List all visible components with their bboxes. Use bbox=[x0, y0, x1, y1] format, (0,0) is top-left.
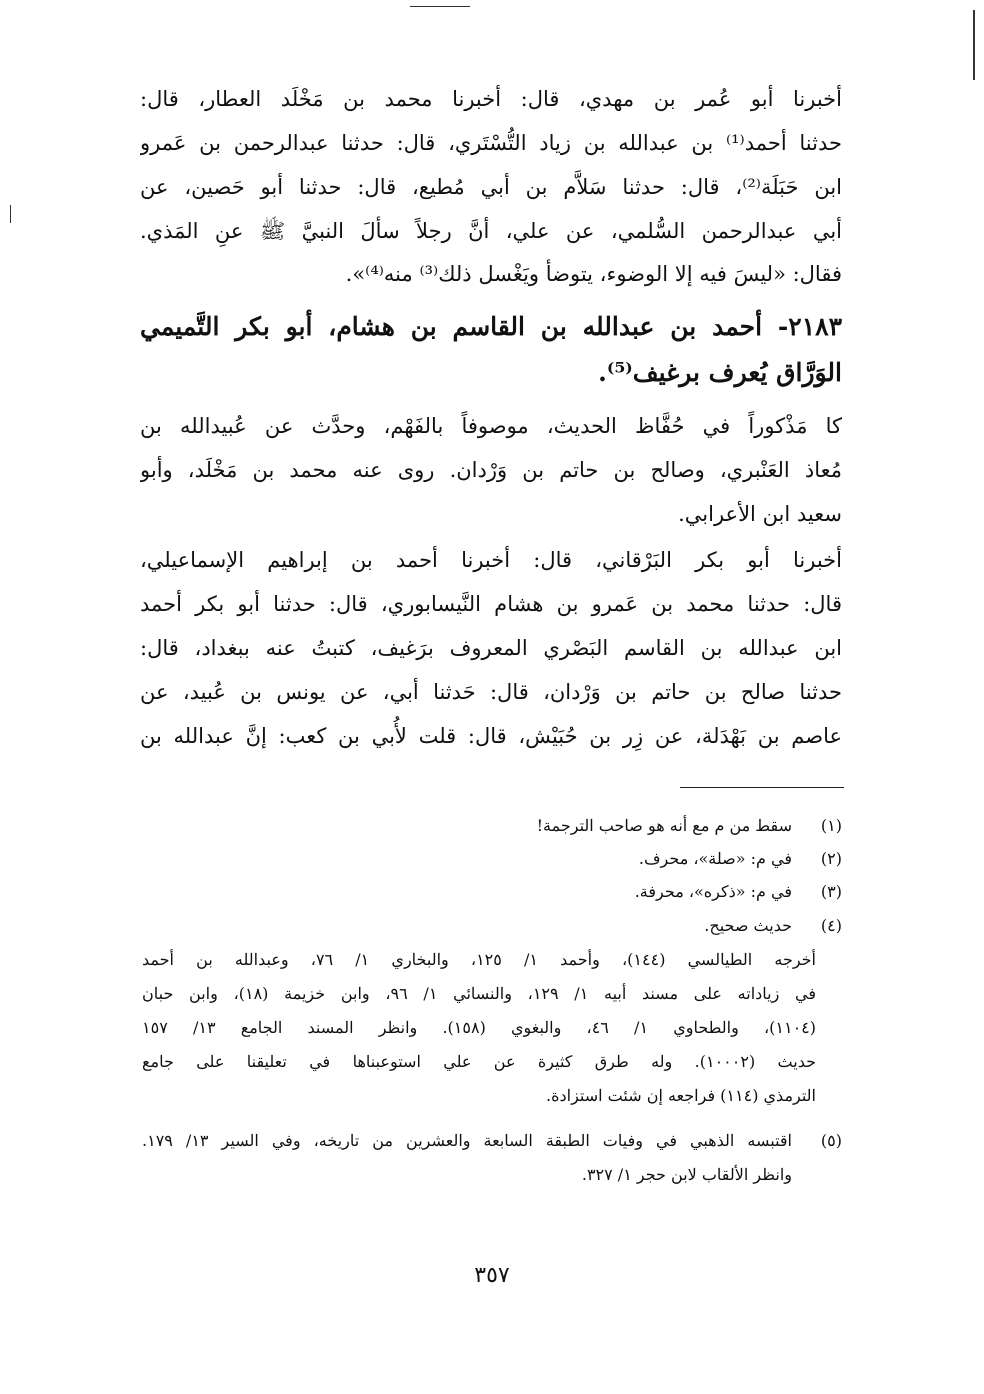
entry-heading: الوَرَّاق يُعرف برغيف⁽⁵⁾. bbox=[598, 358, 842, 387]
body-line: ابن حَبَلَة⁽²⁾، قال: حدثنا سَلاَّم بن أبي مُطيع، قال: حدثنا أبو حَصين، عن bbox=[140, 175, 842, 199]
footnote-text: وانظر الألقاب لابن حجر ١/ ٣٢٧. bbox=[581, 1165, 792, 1184]
scan-edge-mark-left bbox=[10, 205, 11, 223]
footnote bbox=[0, 911, 984, 941]
bio-line: كا مَذْكوراً في حُفَّاظ الحديث، موصوفاً بالفَهْم، وحدَّث عن عُبيدالله بن bbox=[140, 414, 842, 438]
isnad-line: حدثنا صالح بن حاتم بن وَرْدان، قال: حَدثنا أبي، عن يونس بن عُبيد، عن bbox=[140, 680, 842, 704]
body-line: حدثنا أحمد⁽¹⁾ بن عبدالله بن زياد التُّسْتَري، قال: حدثنا عبدالرحمن بن عَمرو bbox=[140, 131, 842, 155]
footnote-text: في م: «صلة»، محرف. bbox=[638, 849, 792, 868]
isnad-line: قال: حدثنا محمد بن عَمرو بن هشام النَّيسابوري، قال: حدثنا أبو بكر أحمد bbox=[140, 592, 842, 616]
footnote-number: (١) bbox=[820, 816, 842, 835]
footnote-text: سقط من م مع أنه هو صاحب الترجمة! bbox=[536, 816, 792, 835]
body-line: أبي عبدالرحمن السُّلمي، عن علي، أنَّ رجلاً سألَ النبيَّ ﷺ عنِ المَذي. bbox=[140, 219, 842, 243]
footnote-separator bbox=[680, 787, 844, 788]
footnote-number: (٣) bbox=[820, 882, 842, 901]
footnote-text: حديث صحيح. bbox=[704, 916, 792, 935]
footnote-number: (٤) bbox=[820, 916, 842, 935]
bio-line: سعيد ابن الأعرابي. bbox=[678, 502, 842, 526]
bio-line: مُعاذ العَنْبري، وصالح بن حاتم بن وَرْدان. روى عنه محمد بن مَخْلَد، وأبو bbox=[140, 458, 842, 482]
body-line: فقال: «ليسَ فيه إلا الوضوء، يتوضأ ويَغْسل ذلك⁽³⁾ منه⁽⁴⁾». bbox=[345, 262, 842, 286]
footnote bbox=[0, 877, 984, 907]
footnote bbox=[0, 811, 984, 841]
isnad-line: أخبرنا أبو بكر البَرْقاني، قال: أخبرنا أحمد بن إبراهيم الإسماعيلي، bbox=[140, 548, 842, 572]
scan-edge-mark-right bbox=[973, 10, 975, 80]
footnote-continuation: حديث (١٠٠٠٢). وله طرق كثيرة عن علي استوعبناها في تعليقنا على جامع bbox=[142, 1052, 816, 1071]
body-line: أخبرنا أبو عُمر بن مهدي، قال: أخبرنا محمد بن مَخْلَد العطار، قال: bbox=[140, 87, 842, 111]
isnad-line: ابن عبدالله بن القاسم البَصْري المعروف برَغيف، كتبتُ عنه ببغداد، قال: bbox=[140, 636, 842, 660]
entry-heading: ٢١٨٣- أحمد بن عبدالله بن القاسم بن هشام، أبو بكر التَّميمي bbox=[140, 312, 842, 341]
footnote-text: في م: «ذكره»، محرفة. bbox=[634, 882, 792, 901]
footnote-text: اقتبسه الذهبي في وفيات الطبقة السابعة والعشرين من تاريخه، وفي السير ١٣/ ١٧٩. bbox=[142, 1131, 792, 1150]
footnote-number: (٢) bbox=[820, 849, 842, 868]
footnote-continuation: في زياداته على مسند أبيه ١/ ١٢٩، والنسائي ١/ ٩٦، وابن خزيمة (١٨)، وابن حبان bbox=[142, 984, 816, 1003]
footnote-number: (٥) bbox=[820, 1131, 842, 1150]
footnote-continuation: الترمذي (١١٤) فراجعه إن شئت استزادة. bbox=[546, 1086, 816, 1105]
page-number: ٣٥٧ bbox=[474, 1263, 510, 1288]
footnote-continuation: (١١٠٤)، والطحاوي ١/ ٤٦، والبغوي (١٥٨). وانظر المسند الجامع ١٣/ ١٥٧ bbox=[142, 1018, 816, 1037]
footnote-continuation: أخرجه الطيالسي (١٤٤)، وأحمد ١/ ١٢٥، والبخاري ١/ ٧٦، وعبدالله بن أحمد bbox=[142, 950, 816, 969]
footnote bbox=[0, 844, 984, 874]
scan-edge-mark-top bbox=[410, 6, 470, 7]
isnad-line: عاصم بن بَهْدَلة، عن زِر بن حُبَيْش، قال: قلت لأُبي بن كعب: إنَّ عبدالله بن bbox=[140, 724, 842, 748]
